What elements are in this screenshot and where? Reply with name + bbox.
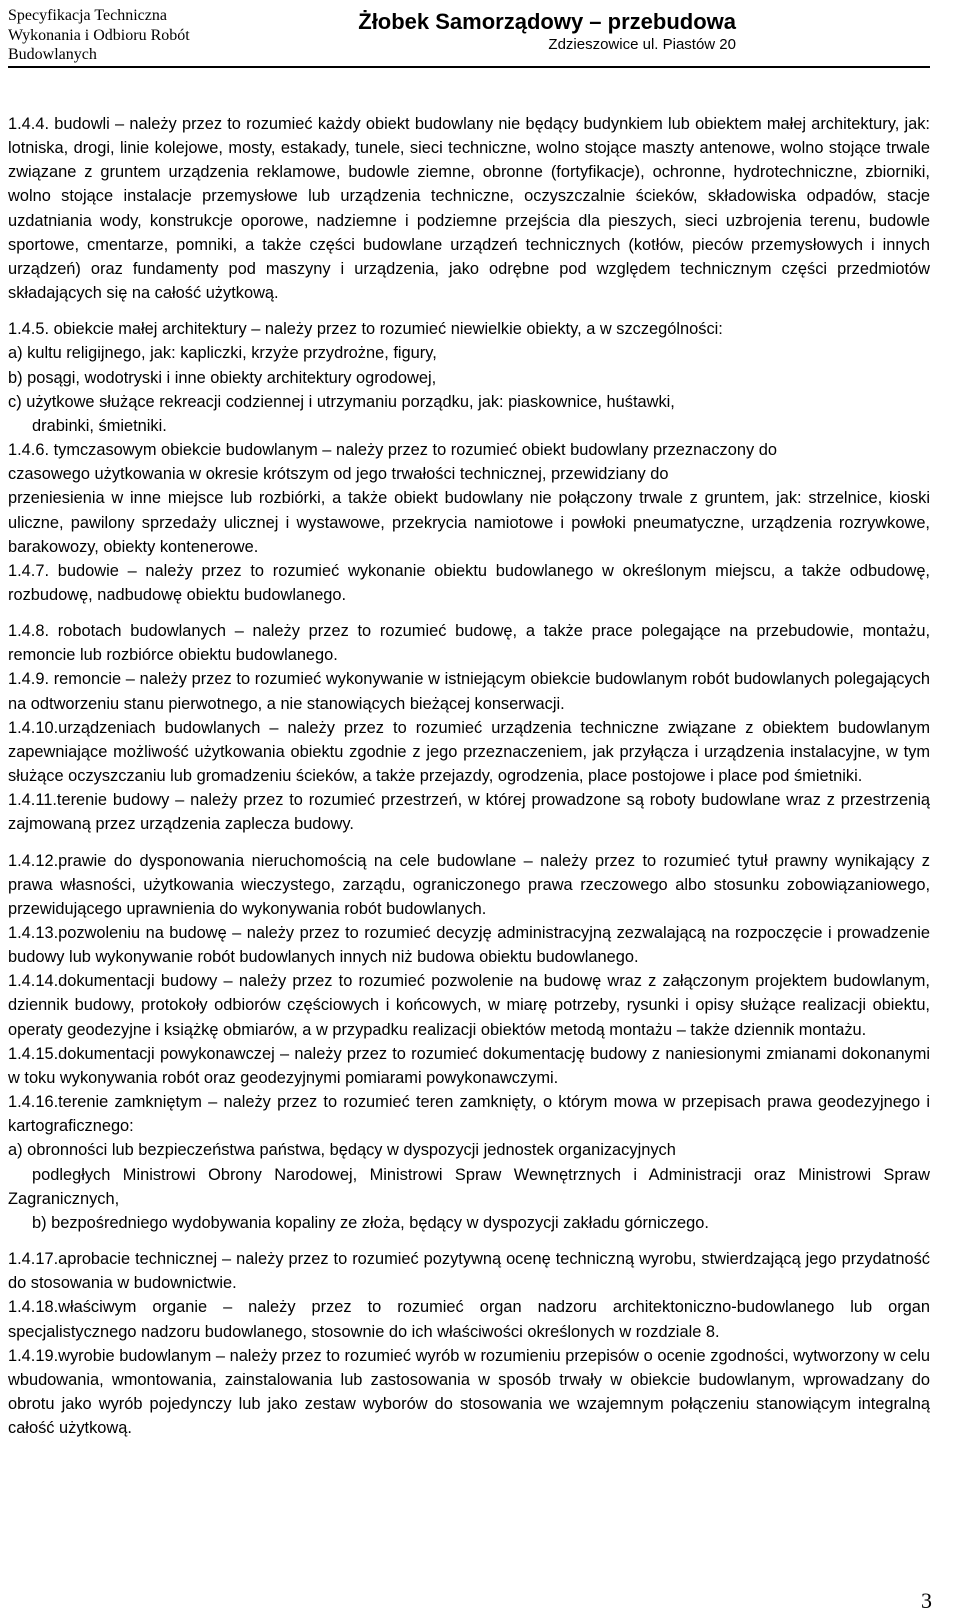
project-address: Zdzieszowice ul. Piastów 20 xyxy=(548,36,736,53)
clause-number: 1.4.8. xyxy=(8,622,50,641)
clause-number: 1.4.17. xyxy=(8,1250,59,1269)
definition-1-4-7 xyxy=(8,559,930,607)
page-number: 3 xyxy=(921,1588,932,1613)
spec-title-line-2: Wykonania i Odbioru Robót xyxy=(8,26,190,44)
list-item: c) użytkowe służące rekreacji codziennej i utrzymaniu porządku, jak: piaskownice, huśtawki, xyxy=(8,392,675,411)
clause-number: 1.4.12. xyxy=(8,851,59,870)
clause-text: dokumentacji powykonawczej – należy przez to rozumieć dokumentację budowy z naniesionymi zmianami dokonanymi w toku wykonywania robót oraz geodezyjnymi pomiarami powykonawczymi. xyxy=(8,1044,930,1087)
clause-text: tymczasowym obiekcie budowlanym – należy przez to rozumieć obiekt budowlany przeznaczony do xyxy=(53,441,777,460)
paragraph-continuation: czasowego użytkowania w okresie krótszym od jego trwałości technicznej, przewidziany do xyxy=(8,465,669,484)
list-item: a) kultu religijnego, jak: kapliczki, krzyże przydrożne, figury, xyxy=(8,344,437,363)
definition-1-4-9 xyxy=(8,667,930,715)
definition-1-4-12 xyxy=(8,849,930,921)
definition-1-4-10 xyxy=(8,716,930,788)
clause-text: prawie do dysponowania nieruchomością na cele budowlane – należy przez to rozumieć tytuł prawny wynikający z prawa własności, użytkowania wieczystego, zarządu, ograniczonego prawa rzeczowego albo stosunku zobowiązaniowego, przewidującego uprawnienia do wykonywania robót budowlanych. xyxy=(8,851,930,918)
clause-text: robotach budowlanych – należy przez to rozumieć budowę, a także prace polegające na przebudowie, montażu, remoncie lub rozbiórce obiektu budowlanego. xyxy=(8,622,930,665)
clause-text: właściwym organie – należy przez to rozumieć organ nadzoru architektoniczno-budowlanego lub organ specjalistycznego nadzoru budowlanego, stosownie do ich właściwości określonych w rozdziale 8. xyxy=(8,1298,930,1341)
clause-text: remoncie – należy przez to rozumieć wykonywanie w istniejącym obiekcie budowlanym robót budowlanych polegających na odtworzeniu stanu pierwotnego, a nie stanowiących bieżącej konserwacji. xyxy=(8,670,930,713)
clause-number: 1.4.13. xyxy=(8,924,59,942)
spec-title-line-1: Specyfikacja Techniczna xyxy=(8,7,167,24)
clause-number: 1.4.16. xyxy=(8,1093,59,1112)
clause-text: terenie zamkniętym – należy przez to rozumieć teren zamknięty, o którym mowa w przepisach prawa geodezyjnego i kartograficznego: xyxy=(8,1093,930,1136)
definition-1-4-17 xyxy=(8,1247,930,1295)
clause-number: 1.4.11. xyxy=(8,791,57,810)
clause-number: 1.4.5. xyxy=(8,320,50,339)
definition-1-4-18 xyxy=(8,1295,930,1343)
list-item-continuation xyxy=(8,1163,930,1211)
page-header xyxy=(8,6,930,64)
clause-text: budowli – należy przez to rozumieć każdy obiekt budowlany nie będący budynkiem lub obiektem małej architektury, jak: lotniska, drogi, linie kolejowe, mosty, estakady, tunele, sieci techniczne, wolno stojące maszty antenowe, wolno stojące trwale związane z gruntem urządzenia reklamowe, budowle ziemne, obronne (fortyfikacje), ochronne, hydrotechniczne, zbiorniki, wolno stojące instalacje przemysłowe lub urządzenia techniczne, oczyszczalnie ścieków, składowiska odpadów, stacje uzdatniania wody, konstrukcje oporowe, nadziemne i podziemne przejścia dla pieszych, sieci uzbrojenia terenu, budowle sportowe, cmentarze, pomniki, a także części budowlane urządzeń technicznych (kotłów, pieców przemysłowych i innych urządzeń) oraz fundamenty pod maszyny i urządzenia, jako odrębne pod względem technicznym części przedmiotów składających się na całość użytkową. xyxy=(8,115,930,303)
document-body xyxy=(8,112,930,1440)
list-item-continuation-text: podległych Ministrowi Obrony Narodowej, Ministrowi Spraw Wewnętrznych i Administracji oraz Ministrowi Spraw Zagranicznych, xyxy=(8,1165,930,1208)
clause-text: urządzeniach budowlanych – należy przez to rozumieć urządzenia techniczne związane z obiektem budowlanym zapewniające możliwość użytkowania obiektu zgodnie z jego przeznaczeniem, jak przyłącza i urządzenia instalacyjne, w tym służące oczyszczaniu lub gromadzeniu ścieków, a także przejazdy, ogrodzenia, place postojowe i place pod śmietniki. xyxy=(8,718,930,786)
list-item: b) bezpośredniego wydobywania kopaliny ze złoża, będący w dyspozycji zakładu górniczego. xyxy=(32,1213,709,1232)
definition-1-4-6 xyxy=(8,438,930,462)
list-item-continuation: drabinki, śmietniki. xyxy=(32,416,167,435)
clause-number: 1.4.9. xyxy=(8,670,50,689)
clause-text: budowie – należy przez to rozumieć wykonanie obiektu budowlanego w określonym miejscu, a także odbudowę, rozbudowę, nadbudowę obiektu budowlanego. xyxy=(8,561,930,604)
clause-number: 1.4.10. xyxy=(8,718,59,737)
spec-title-line-3: Budowlanych xyxy=(8,46,97,63)
clause-number: 1.4.15. xyxy=(8,1044,59,1063)
clause-number: 1.4.7. xyxy=(8,561,50,580)
clause-number: 1.4.14. xyxy=(8,972,59,991)
paragraph-continuation: przeniesienia w inne miejsce lub rozbiórki, a także obiekt budowlany nie połączony trwale z gruntem, jak: strzelnice, kioski uliczne, pawilony sprzedaży ulicznej i wystawowe, przekrycia namiotowe i powłoki pneumatyczne, urządzenia rozrywkowe, barakowozy, obiekty kontenerowe. xyxy=(8,489,930,556)
definition-1-4-15 xyxy=(8,1042,930,1090)
project-title-block xyxy=(358,9,736,54)
definition-1-4-19 xyxy=(8,1344,930,1441)
definition-1-4-5 xyxy=(8,317,930,341)
definition-1-4-13 xyxy=(8,921,930,969)
definition-1-4-14 xyxy=(8,969,930,1041)
definition-1-4-16 xyxy=(8,1090,930,1138)
definition-1-4-11 xyxy=(8,788,930,836)
header-divider xyxy=(8,66,930,68)
list-item: a) obronności lub bezpieczeństwa państwa, będący w dyspozycji jednostek organizacyjnych xyxy=(8,1141,676,1160)
list-item: b) posągi, wodotryski i inne obiekty architektury ogrodowej, xyxy=(8,368,437,387)
spec-title-block xyxy=(8,6,248,65)
clause-text: dokumentacji budowy – należy przez to rozumieć pozwolenie na budowę wraz z załączonym projektem budowlanym, dziennik budowy, protokoły odbiorów częściowych i końcowych, w miarę potrzeby, rysunki i opisy służące realizacji obiektu, operaty geodezyjne i książkę obmiarów, a w przypadku realizacji obiektów metodą montażu – także dziennik montażu. xyxy=(8,972,930,1039)
definition-1-4-4 xyxy=(8,112,930,305)
clause-text: wyrobie budowlanym – należy przez to rozumieć wyrób w rozumieniu przepisów o ocenie zgodności, wytworzony w celu wbudowania, wmontowania, zainstalowania lub zastosowania w sposób trwały w obiekcie budowlanym, wprowadzany do obrotu jako wyrób pojedynczy lub jako zestaw wyborów do stosowania we wzajemnym połączeniu stanowiącym integralną całość użytkową. xyxy=(8,1346,930,1438)
clause-text: terenie budowy – należy przez to rozumieć przestrzeń, w której prowadzone są roboty budowlane wraz z przestrzenią zajmowaną przez urządzenia zaplecza budowy. xyxy=(8,791,930,834)
clause-text: obiekcie małej architektury – należy przez to rozumieć niewielkie obiekty, a w szczególności: xyxy=(53,320,723,339)
clause-text: pozwoleniu na budowę – należy przez to rozumieć decyzję administracyjną zezwalającą na rozpoczęcie i prowadzenie budowy lub wykonywanie robót budowlanych innych niż budowa obiektu budowlanego. xyxy=(8,924,930,967)
clause-number: 1.4.18. xyxy=(8,1298,59,1317)
clause-number: 1.4.19. xyxy=(8,1346,59,1365)
clause-number: 1.4.6. xyxy=(8,441,50,460)
definition-1-4-8 xyxy=(8,619,930,667)
project-title: Żłobek Samorządowy – przebudowa xyxy=(358,9,736,34)
clause-number: 1.4.4. xyxy=(8,115,50,133)
clause-text: aprobacie technicznej – należy przez to rozumieć pozytywną ocenę techniczną wyrobu, stwierdzającą jego przydatność do stosowania w budownictwie. xyxy=(8,1250,930,1293)
